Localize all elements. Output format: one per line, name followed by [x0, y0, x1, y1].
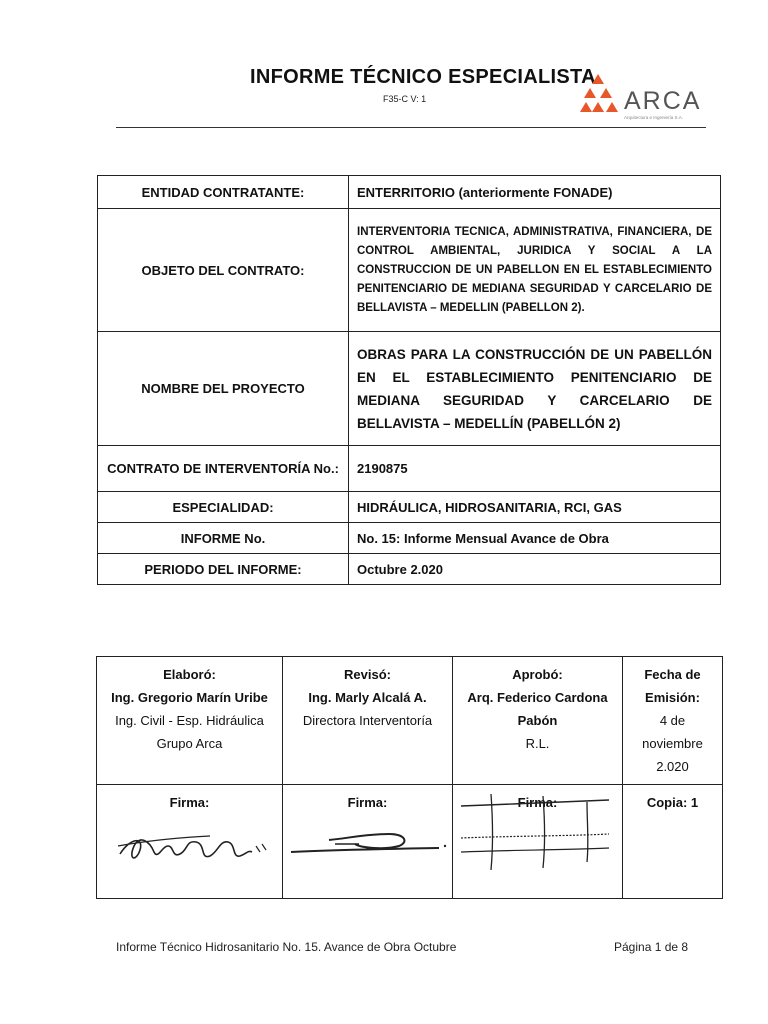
arca-logo	[578, 72, 708, 124]
firma-label: Firma:	[169, 795, 210, 810]
aprobo-heading: Aprobó:	[512, 667, 563, 682]
row-value: INTERVENTORIA TECNICA, ADMINISTRATIVA, FINANCIERA, DE CONTROL AMBIENTAL, JURIDICA Y SOCIAL A LA CONSTRUCCION DE UN PABELLON EN EL ESTABLECIMIENTO PENITENCIARIO DE MEDIANA SEGURIDAD Y CARCELARIO DE BELLAVISTA – MEDELLIN (PABELLON 2).	[349, 209, 721, 332]
elaboro-signature-cell	[97, 785, 283, 899]
firma-label: Firma:	[347, 795, 388, 810]
fecha-cell	[623, 657, 723, 785]
reviso-name: Ing. Marly Alcalá A.	[308, 690, 427, 705]
aprobo-cell	[453, 657, 623, 785]
row-label: ENTIDAD CONTRATANTE:	[98, 176, 349, 209]
header-rule	[116, 127, 706, 128]
elaboro-heading: Elaboró:	[163, 667, 216, 682]
fecha-value: 4 de noviembre 2.020	[642, 713, 703, 774]
aprobo-name: Arq. Federico Cardona Pabón	[467, 690, 608, 728]
elaboro-name: Ing. Gregorio Marín Uribe	[111, 690, 268, 705]
copia-cell	[623, 785, 723, 899]
aprobo-signature-cell	[453, 785, 623, 899]
table-row	[98, 176, 721, 209]
form-code: F35-C V: 1	[383, 94, 427, 104]
elaboro-role: Ing. Civil - Esp. Hidráulica Grupo Arca	[115, 713, 264, 751]
reviso-cell	[283, 657, 453, 785]
reviso-role: Directora Interventoría	[302, 713, 433, 728]
row-value: OBRAS PARA LA CONSTRUCCIÓN DE UN PABELLÓN EN EL ESTABLECIMIENTO PENITENCIARIO DE MEDIANA SEGURIDAD Y CARCELARIO DE BELLAVISTA – MEDELLÍN (PABELLÓN 2)	[349, 332, 721, 446]
signature-marly	[289, 816, 449, 876]
approval-row	[97, 657, 723, 785]
row-value: HIDRÁULICA, HIDROSANITARIA, RCI, GAS	[349, 492, 721, 523]
signature-row	[97, 785, 723, 899]
reviso-heading: Revisó:	[344, 667, 391, 682]
row-label: NOMBRE DEL PROYECTO	[98, 332, 349, 446]
copia-label: Copia: 1	[646, 795, 699, 810]
row-label: INFORME No.	[98, 523, 349, 554]
row-label: CONTRATO DE INTERVENTORÍA No.:	[98, 446, 349, 492]
footer-page-number: Página 1 de 8	[614, 940, 689, 954]
footer-report-name: Informe Técnico Hidrosanitario No. 15. Avance de Obra Octubre	[116, 940, 457, 954]
row-label: PERIODO DEL INFORME:	[98, 554, 349, 585]
table-row	[98, 492, 721, 523]
report-title: INFORME TÉCNICO ESPECIALISTA	[250, 66, 596, 88]
table-row	[98, 446, 721, 492]
row-value: No. 15: Informe Mensual Avance de Obra	[349, 523, 721, 554]
table-row	[98, 554, 721, 585]
aprobo-role: R.L.	[525, 736, 550, 751]
logo-subtext: Arquitectura e Ingeniería S.A.	[624, 115, 684, 120]
arca-logo-mark	[580, 74, 618, 112]
contract-info-table	[97, 175, 721, 585]
row-value: ENTERRITORIO (anteriormente FONADE)	[349, 176, 721, 209]
approval-table	[96, 656, 723, 899]
reviso-signature-cell	[283, 785, 453, 899]
table-row	[98, 332, 721, 446]
row-label: OBJETO DEL CONTRATO:	[98, 209, 349, 332]
logo-wordmark: ARCA	[624, 87, 702, 115]
firma-label: Firma:	[517, 795, 558, 810]
row-value: Octubre 2.020	[349, 554, 721, 585]
elaboro-cell	[97, 657, 283, 785]
table-row	[98, 209, 721, 332]
table-row	[98, 523, 721, 554]
row-value: 2190875	[349, 446, 721, 492]
signature-gregorio	[110, 816, 270, 876]
row-label: ESPECIALIDAD:	[98, 492, 349, 523]
fecha-heading: Fecha de Emisión:	[644, 667, 701, 705]
